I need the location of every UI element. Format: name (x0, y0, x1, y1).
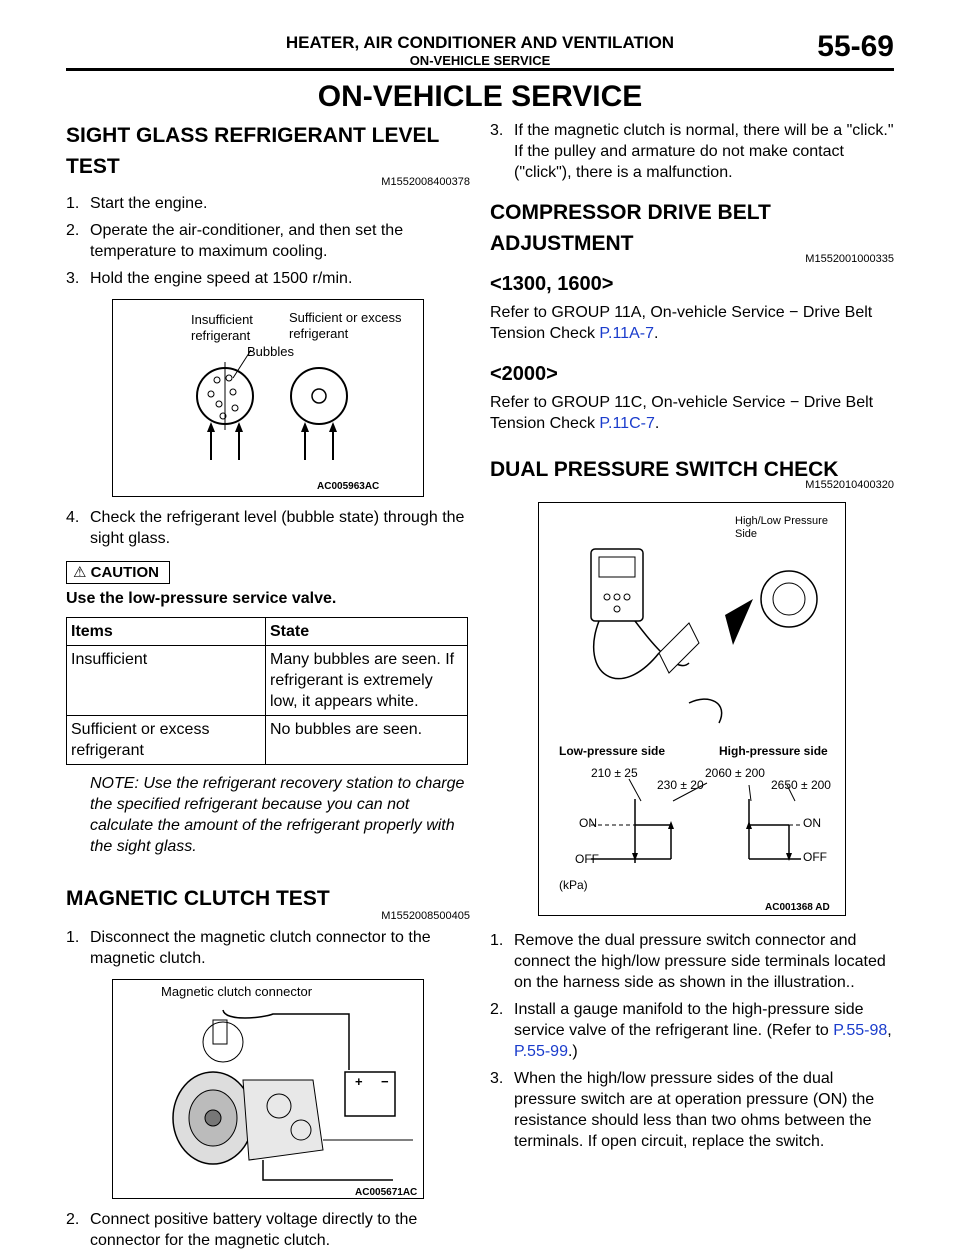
link-p55-98[interactable]: P.55-98 (833, 1022, 888, 1039)
step-text: When the high/low pressure sides of the dual pressure switch are at operation pressure (ON) the resistance should less than two ohms between the terminals. If open circuit, replace the switch. (514, 1070, 875, 1150)
magnetic-clutch-step2 (66, 1209, 470, 1251)
table-cell: Sufficient or excess refrigerant (67, 716, 266, 765)
section-code: M1552010400320 (805, 479, 894, 491)
step-number: 3. (490, 122, 504, 139)
dual-pressure-steps (490, 930, 894, 1152)
label-on-right: ON (803, 816, 821, 830)
belt-text-2: Refer to GROUP 11C, On-vehicle Service − Drive Belt Tension Check P.11C-7. (490, 394, 874, 432)
step-text-end: .) (567, 1043, 578, 1060)
table-header: Items (67, 618, 266, 646)
label-high-low-side: High/Low Pressure Side (735, 515, 828, 540)
step (66, 193, 470, 214)
caution-box (66, 561, 170, 584)
label-insufficient: Insufficient refrigerant (191, 312, 253, 343)
link-p11c-7[interactable]: P.11C-7 (599, 415, 655, 432)
header-subtitle: ON-VEHICLE SERVICE (409, 53, 551, 68)
figure-code: AC005963AC (317, 481, 380, 492)
warning-triangle-icon: ⚠ (73, 564, 87, 581)
battery-plus-icon: + (355, 1074, 363, 1089)
label-bubbles: Bubbles (247, 344, 294, 359)
belt-ref-text: Refer to GROUP 11C, On-vehicle Service − Drive Belt Tension Check (490, 394, 874, 432)
step-number: 1. (66, 195, 80, 212)
step-text: Install a gauge manifold to the high-pressure side service valve of the refrigerant line. (Refer to (514, 1001, 864, 1039)
sight-glass-steps (66, 193, 470, 289)
step (66, 927, 470, 969)
step-text: Disconnect the magnetic clutch connector to the magnetic clutch. (90, 929, 431, 967)
step (66, 1209, 470, 1251)
magnetic-clutch-figure (112, 979, 424, 1199)
table-header: State (266, 618, 468, 646)
step-text: Hold the engine speed at 1500 r/min. (90, 270, 353, 287)
note-text: NOTE: Use the refrigerant recovery station to charge the specified refrigerant because you can not calculate the amount of the refrigerant properly with the sight glass. (90, 775, 465, 855)
label-sufficient: Sufficient or excess refrigerant (289, 310, 402, 341)
step-text-with-links (514, 999, 894, 1062)
step-number: 3. (490, 1070, 504, 1087)
compressor-illustration (113, 980, 423, 1198)
refrigerant-state-table (66, 617, 468, 765)
step-text: Connect positive battery voltage directly to the connector for the magnetic clutch. (90, 1211, 418, 1249)
table-cell: Many bubbles are seen. If refrigerant is extremely low, it appears white. (266, 646, 468, 716)
value-210: 210 ± 25 (591, 766, 638, 780)
subheading-2000: <2000> (490, 363, 558, 385)
step (490, 1068, 894, 1152)
step (490, 120, 894, 183)
step-text: Start the engine. (90, 195, 208, 212)
section-heading-dual-pressure: DUAL PRESSURE SWITCH CHECK (490, 458, 839, 481)
label-off-right: OFF (803, 850, 827, 864)
section-heading-belt: COMPRESSOR DRIVE BELT ADJUSTMENT (490, 201, 771, 255)
dual-pressure-figure (538, 502, 846, 916)
step-text: If the magnetic clutch is normal, there will be a "click." If the pulley and armature do not make contact ("click"), there is a malfunction. (514, 122, 894, 181)
label-magnetic-clutch-connector: Magnetic clutch connector (161, 984, 313, 999)
label-on-left: ON (579, 816, 597, 830)
header-title: HEATER, AIR CONDITIONER AND VENTILATION (285, 33, 675, 52)
value-230: 230 ± 20 (657, 778, 704, 792)
table-row (67, 646, 468, 716)
subheading-1300-1600: <1300, 1600> (490, 273, 614, 295)
label-high-pressure-side: High-pressure side (719, 744, 828, 758)
page-title: ON-VEHICLE SERVICE (317, 80, 643, 113)
caution-text: Use the low-pressure service valve. (66, 590, 337, 607)
magnetic-clutch-step1 (66, 927, 470, 969)
section-code: M1552008500405 (381, 910, 470, 922)
section-code: M1552001000335 (805, 253, 894, 265)
step-number: 1. (66, 929, 80, 946)
link-p55-99[interactable]: P.55-99 (514, 1043, 568, 1060)
step-text: Check the refrigerant level (bubble state) through the sight glass. (90, 509, 465, 547)
label-low-pressure-side: Low-pressure side (559, 744, 666, 758)
table-cell: Insufficient (67, 646, 266, 716)
step-number: 1. (490, 932, 504, 949)
belt-ref-text: Refer to GROUP 11A, On-vehicle Service − Drive Belt Tension Check (490, 304, 873, 342)
step (490, 999, 894, 1062)
value-2650: 2650 ± 200 (771, 778, 831, 792)
header-rule (66, 68, 894, 71)
left-column (66, 120, 470, 1257)
caution-label: CAUTION (90, 564, 159, 581)
table-header-row (67, 618, 468, 646)
step (66, 268, 470, 289)
step (490, 930, 894, 993)
step-number: 2. (66, 222, 80, 239)
label-unit: (kPa) (559, 878, 588, 892)
step-number: 2. (66, 1211, 80, 1228)
link-separator: , (887, 1022, 892, 1039)
table-cell: No bubbles are seen. (266, 716, 468, 765)
table-row (67, 716, 468, 765)
step-number: 4. (66, 509, 80, 526)
step (66, 507, 470, 549)
figure-code: AC005671AC (355, 1187, 418, 1198)
sight-glass-figure (112, 299, 424, 497)
label-off-left: OFF (575, 852, 599, 866)
step-text: Operate the air-conditioner, and then set the temperature to maximum cooling. (90, 222, 404, 260)
section-heading-sight-glass: SIGHT GLASS REFRIGERANT LEVEL TEST (66, 124, 439, 178)
page-number: 55-69 (817, 30, 894, 63)
step-text: Remove the dual pressure switch connector and connect the high/low pressure side terminals located on the harness side as shown in the illustration.. (514, 932, 886, 991)
link-p11a-7[interactable]: P.11A-7 (599, 325, 654, 342)
value-2060: 2060 ± 200 (705, 766, 765, 780)
section-heading-magnetic-clutch: MAGNETIC CLUTCH TEST (66, 887, 330, 910)
step-number: 2. (490, 1001, 504, 1018)
step-number: 3. (66, 270, 80, 287)
belt-text-1: Refer to GROUP 11A, On-vehicle Service − Drive Belt Tension Check P.11A-7. (490, 304, 873, 342)
right-column (490, 120, 894, 1158)
figure-code: AC001368 AD (765, 902, 830, 913)
magnetic-clutch-step3 (490, 120, 894, 183)
step (66, 220, 470, 262)
battery-minus-icon: − (381, 1074, 389, 1089)
section-code: M1552008400378 (381, 176, 470, 188)
sight-glass-step4 (66, 507, 470, 549)
